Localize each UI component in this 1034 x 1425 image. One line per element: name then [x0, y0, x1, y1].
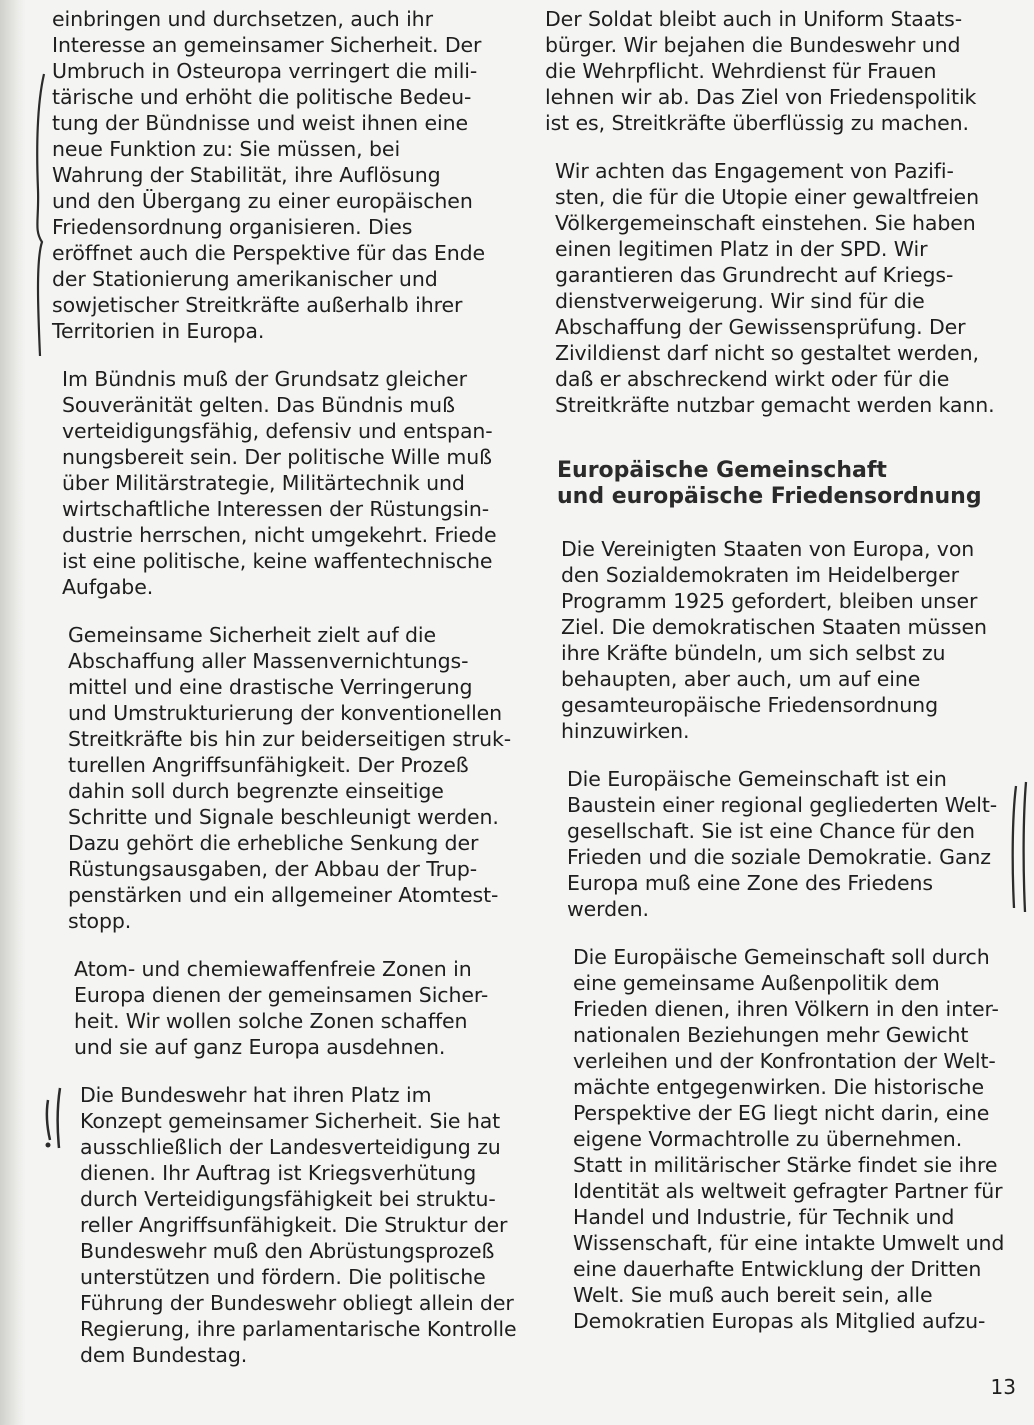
- right-column: [545, 6, 1005, 1356]
- paragraph-alliances: einbringen und durchsetzen, auch ihr Interesse an gemeinsamer Sicherheit. Der Umbruch in Osteuropa verringert die mili- tärische und erhöht die politische Bedeu- tung der Bündnisse und weist ihnen eine neue Funktion zu: Sie müssen, bei Wahrung der Stabilität, ihre Auflösung und den Übergang zu einer europäischen Friedensordnung organisieren. Dies eröffnet auch die Perspektive für das Ende der Stationierung amerikanischer und sowjetischer Streitkräfte außerhalb ihrer Territorien in Europa.: [52, 7, 486, 343]
- paragraph-common-security: Gemeinsame Sicherheit zielt auf die Abschaffung aller Massenvernichtungs- mittel und eine drastische Verringerung und Umstrukturierung der konventionellen Streitkräfte bis hin zur beiderseitigen struk- turellen Angriffsunfähigkeit. Der Prozeß dahin soll durch begrenzte einseitige Schritte und Signale beschleunigt werden. Dazu gehört die erhebliche Senkung der Rüstungsausgaben, der Abbau der Trup- penstärken und ein allgemeiner Atomtest- stopp.: [68, 623, 512, 933]
- paragraph-bundeswehr: Die Bundeswehr hat ihren Platz im Konzept gemeinsamer Sicherheit. Sie hat ausschließlich der Landesverteidigung zu dienen. Ihr Auftrag ist Kriegsverhütung durch Verteidigungsfähigkeit bei struktu- reller Angriffsunfähigkeit. Die Struktur der Bundeswehr muß den Abrüstungsprozeß unterstützen und fördern. Die politische Führung der Bundeswehr obliegt allein der Regierung, ihre parlamentarische Kontrolle dem Bundestag.: [80, 1083, 517, 1367]
- paragraph-pacifists: Wir achten das Engagement von Pazifi- sten, die für die Utopie einer gewaltfreien Völkergemeinschaft einstehen. Sie haben einen legitimen Platz in der SPD. Wir garantieren das Grundrecht auf Kriegs- dienstverweigerung. Wir sind für die Abschaffung der Gewissensprüfung. Der Zivildienst darf nicht so gestaltet werden, daß er abschreckend wirkt oder für die Streitkräfte nutzbar gemacht werden kann.: [555, 159, 995, 417]
- page-number: 13: [990, 1375, 1016, 1399]
- left-column: [52, 6, 522, 1390]
- paragraph-soldier-citizen: Der Soldat bleibt auch in Uniform Staats- bürger. Wir bejahen die Bundeswehr und die Wehrpflicht. Wehrdienst für Frauen lehnen wir ab. Das Ziel von Friedenspolitik ist es, Streitkräfte überflüssig zu machen.: [545, 7, 977, 135]
- paragraph-united-states-of-europe: Die Vereinigten Staaten von Europa, von den Sozialdemokraten im Heidelberger Programm 1925 gefordert, bleiben unser Ziel. Die demokratischen Staaten müssen ihre Kräfte bündeln, um sich selbst zu behaupten, aber auch, um auf eine gesamteuropäische Friedensordnung hinzuwirken.: [561, 537, 987, 743]
- paragraph-foreign-policy: Die Europäische Gemeinschaft soll durch eine gemeinsame Außenpolitik dem Frieden dienen, ihren Völkern in den inter- nationalen Beziehungen mehr Gewicht verleihen und der Konfrontation der Welt- mächte entgegenwirken. Die historische Perspektive der EG liegt nicht darin, eine eigene Vormachtrolle zu übernehmen. Statt in militärischer Stärke findet sie ihre Identität als weltweit gefragter Partner für Handel und Industrie, für Technik und Wissenschaft, für eine intakte Umwelt und eine dauerhafte Entwicklung der Dritten Welt. Sie muß auch bereit sein, alle Demokratien Europas als Mitglied aufzu-: [573, 945, 1005, 1333]
- margin-bracket-mark: [30, 70, 52, 360]
- scan-edge-shadow: [0, 0, 26, 1425]
- margin-double-line-mark-right: [1004, 778, 1034, 918]
- section-heading: Europäische Gemeinschaft und europäische Friedensordnung: [557, 458, 982, 509]
- paragraph-sovereignty: Im Bündnis muß der Grundsatz gleicher Souveränität gelten. Das Bündnis muß verteidigungsfähig, defensiv und entspan- nungsbereit sein. Der politische Wille muß über Militärstrategie, Militärtechnik und wirtschaftliche Interessen der Rüstungsin- dustrie herrschen, nicht umgekehrt. Friede ist eine politische, keine waffentechnische Aufgabe.: [62, 367, 497, 599]
- paragraph-weapon-free-zones: Atom- und chemiewaffenfreie Zonen in Europa dienen der gemeinsamen Sicher- heit. Wir wollen solche Zonen schaffen und sie auf ganz Europa ausdehnen.: [74, 957, 489, 1059]
- paragraph-european-community: Die Europäische Gemeinschaft ist ein Baustein einer regional gegliederten Welt- gesellschaft. Sie ist eine Chance für den Frieden und die soziale Demokratie. Ganz Europa muß eine Zone des Friedens werden.: [567, 767, 998, 921]
